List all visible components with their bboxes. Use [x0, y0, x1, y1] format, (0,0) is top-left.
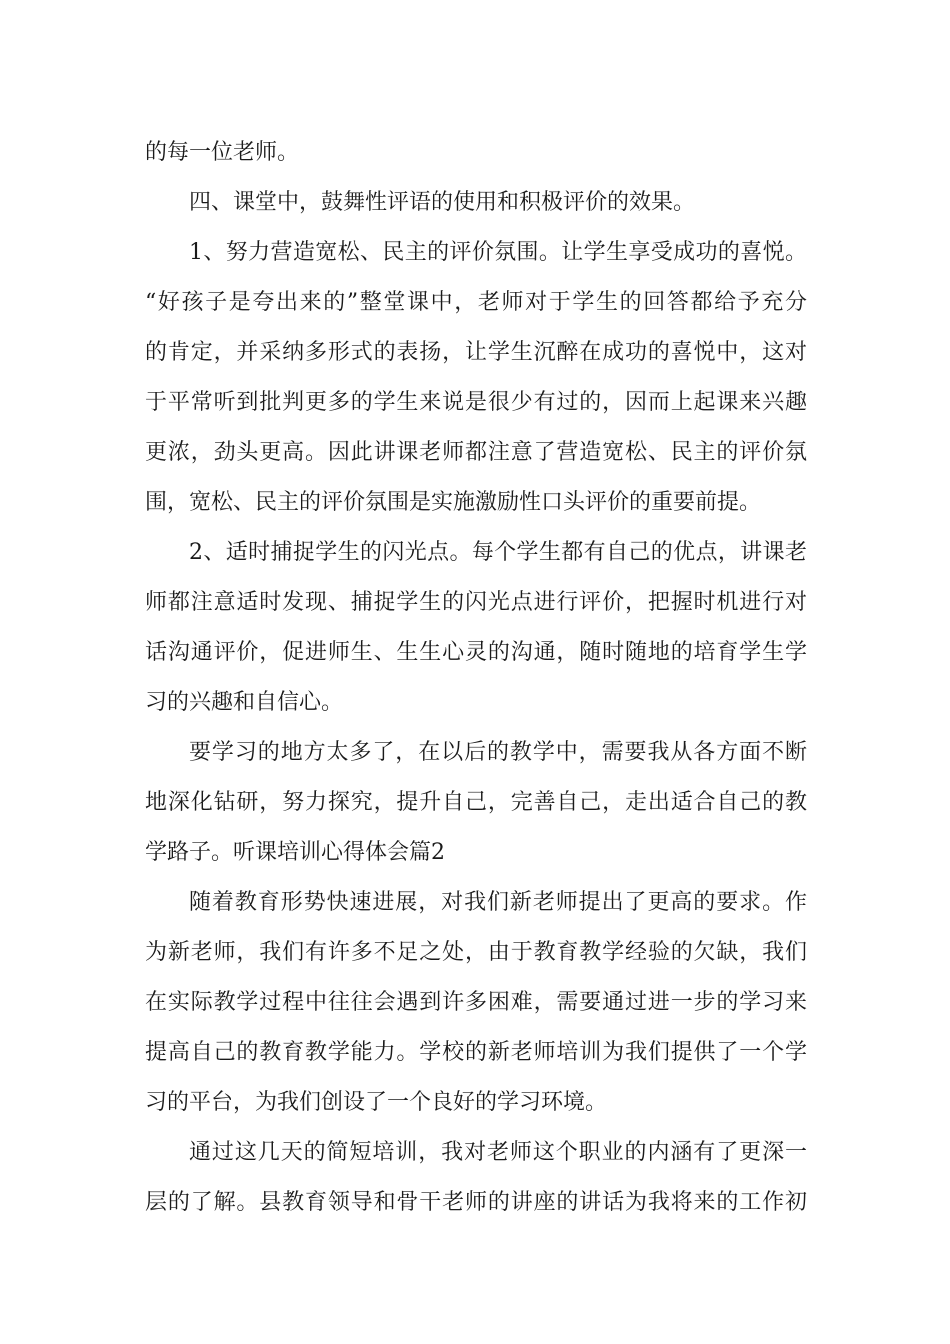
paragraph-first-line: 2、适时捕捉学生的闪光点。每个学生都有自己的优点，讲课老: [189, 540, 807, 565]
section-heading: 四、课堂中，鼓舞性评语的使用和积极评价的效果。: [189, 190, 696, 215]
text-line: 话沟通评价，促进师生、生生心灵的沟通，随时随地的培育学生学: [145, 640, 807, 665]
text-line: 师都注意适时发现、捕捉学生的闪光点进行评价，把握时机进行对: [145, 590, 807, 615]
text-line: 围，宽松、民主的评价氛围是实施激励性口头评价的重要前提。: [145, 490, 762, 515]
text-line: 更浓，劲头更高。因此讲课老师都注意了营造宽松、民主的评价氛: [145, 440, 807, 465]
text-line: 的肯定，并采纳多形式的表扬，让学生沉醉在成功的喜悦中，这对: [145, 340, 807, 365]
text-line: 习的平台，为我们创设了一个良好的学习环境。: [145, 1090, 608, 1115]
text-line: 于平常听到批判更多的学生来说是很少有过的，因而上起课来兴趣: [145, 390, 807, 415]
text-line: 习的兴趣和自信心。: [145, 690, 344, 715]
text-line: 学路子。听课培训心得体会篇2: [145, 840, 445, 865]
text-line: 地深化钻研，努力探究，提升自己，完善自己，走出适合自己的教: [145, 790, 807, 815]
paragraph-first-line: 1、努力营造宽松、民主的评价氛围。让学生享受成功的喜悦。: [189, 240, 807, 265]
paragraph-first-line: 通过这几天的简短培训，我对老师这个职业的内涵有了更深一: [189, 1140, 807, 1165]
text-line: 的每一位老师。: [145, 140, 300, 165]
text-line: 为新老师，我们有许多不足之处，由于教育教学经验的欠缺，我们: [145, 940, 807, 965]
paragraph-first-line: 要学习的地方太多了，在以后的教学中，需要我从各方面不断: [189, 740, 807, 765]
document-body: [145, 128, 807, 1228]
paragraph-first-line: 随着教育形势快速进展，对我们新老师提出了更高的要求。作: [189, 890, 807, 915]
text-line: 在实际教学过程中往往会遇到许多困难，需要通过进一步的学习来: [145, 990, 807, 1015]
text-line: 提高自己的教育教学能力。学校的新老师培训为我们提供了一个学: [145, 1040, 807, 1065]
text-line: “好孩子是夸出来的”整堂课中，老师对于学生的回答都给予充分: [145, 290, 807, 315]
text-line: 层的了解。县教育领导和骨干老师的讲座的讲话为我将来的工作初: [145, 1190, 807, 1215]
